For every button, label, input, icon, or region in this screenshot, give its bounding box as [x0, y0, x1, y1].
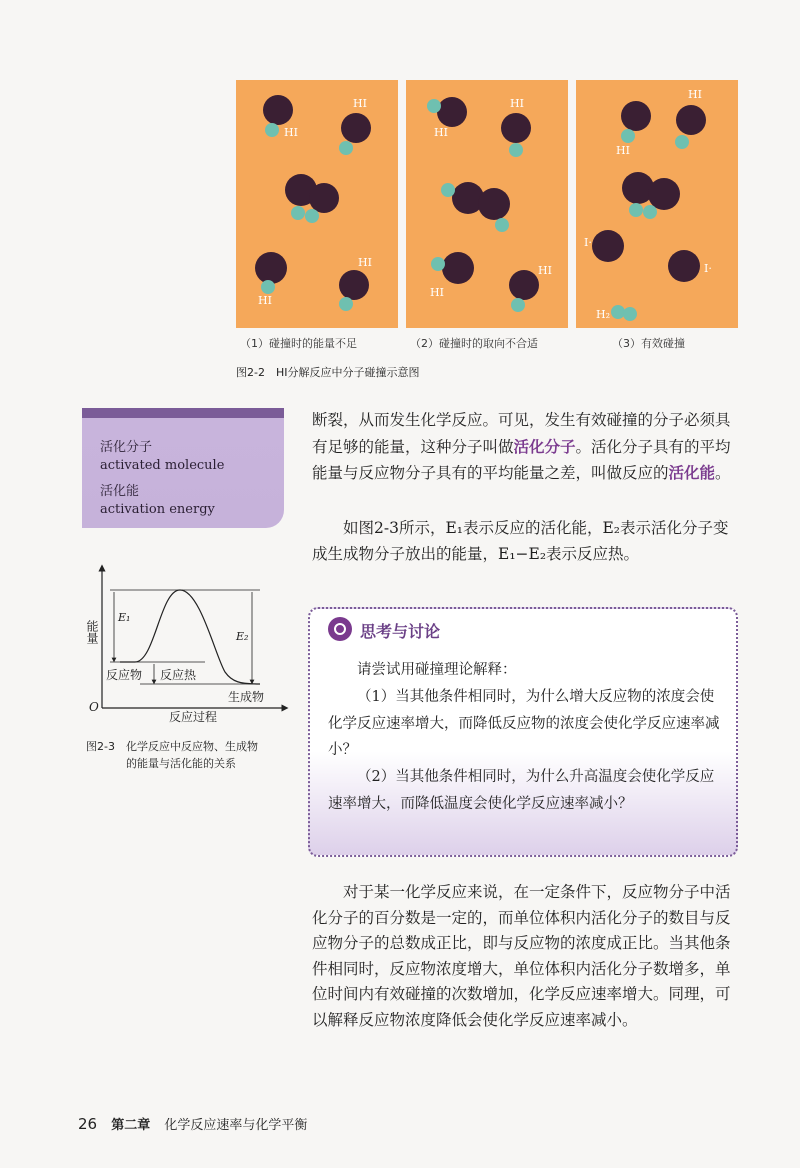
molecule-illustration-1	[236, 80, 398, 328]
heat-label: 反应热	[160, 668, 197, 682]
glossary-term-en: activated molecule	[100, 458, 225, 473]
molecule-label: HI	[688, 88, 702, 101]
molecule-label: I·	[704, 262, 712, 275]
product-label: 生成物	[228, 690, 265, 704]
paragraph-text: 。活化分子具有的平均能量与反应物分子具有的平均能量之差，叫做反应的	[312, 437, 731, 483]
glossary-term-zh: 活化分子	[100, 440, 153, 455]
molecule-label: HI	[616, 144, 630, 157]
think-intro: 请尝试用碰撞理论解释：	[357, 662, 517, 678]
glossary-box	[82, 408, 284, 528]
origin-label: O	[89, 700, 99, 714]
y-axis-label: 能量	[85, 620, 99, 644]
paragraph-text: 断裂，从而发生化学反应。可见，发生有效碰撞的分子必须具有足够的能量，这种分子叫做	[312, 411, 731, 456]
molecule-label: HI	[538, 264, 552, 277]
molecule-label: HI	[434, 126, 448, 139]
molecule-label: HI	[358, 256, 372, 269]
key-term: 活化分子	[513, 436, 576, 456]
figure-2-2-panel-3	[576, 80, 738, 328]
paragraph-2	[312, 516, 742, 567]
reactant-label: 反应物	[106, 668, 143, 682]
paragraph-text: 对于某一化学反应来说，在一定条件下，反应物分子中活化分子的百分数是一定的，而单位体积内活化分子的数目与反应物分子的总数成正比，即与反应物的浓度成正比。当其他条件相同时，反应物浓度增大，单位体积内活化分子数增多，单位时间内有效碰撞的次数增加，化学反应速率增大。同理，可以解释反应物浓度降低会使化学反应速率减小。	[312, 883, 731, 1029]
molecule-label: HI	[353, 97, 367, 110]
figure-2-2-panel-1	[236, 80, 398, 328]
think-discuss-box	[308, 607, 738, 857]
paragraph-text: 如图2-3所示，E₁表示反应的活化能，E₂表示活化分子变成生成物分子放出的能量，E₁−E₂表示反应热。	[312, 519, 729, 563]
molecule-label: HI	[510, 97, 524, 110]
panel-2-caption: （2）碰撞时的取向不合适	[410, 337, 538, 350]
think-question-2: （2）当其他条件相同时，为什么升高温度会使化学反应速率增大，而降低温度会使化学反应速率减小？	[328, 769, 715, 812]
x-axis-label: 反应过程	[169, 710, 218, 724]
think-question-1: （1）当其他条件相同时，为什么增大反应物的浓度会使化学反应速率增大，而降低反应物的浓度会使化学反应速率减小？	[328, 689, 720, 758]
panel-3-caption: （3）有效碰撞	[612, 337, 685, 350]
glossary-term-zh: 活化能	[100, 484, 140, 499]
figure-2-2-caption: 图2-2 HI分解反应中分子碰撞示意图	[236, 366, 420, 379]
think-discuss-title: 思考与讨论	[360, 622, 441, 641]
chapter-title: 化学反应速率与化学平衡	[164, 1118, 308, 1133]
molecule-label: HI	[284, 126, 298, 139]
paragraph-1	[312, 408, 742, 487]
figure-2-2-panel-2	[406, 80, 568, 328]
figure-2-3-caption-line-1: 图2-3 化学反应中反应物、生成物	[86, 740, 258, 753]
e1-label: E₁	[118, 611, 131, 624]
key-term: 活化能	[668, 463, 716, 483]
molecule-label: H₂	[596, 308, 611, 321]
page-number: 26	[78, 1115, 98, 1133]
molecule-illustration-3	[576, 80, 738, 328]
panel-1-caption: （1）碰撞时的能量不足	[240, 337, 357, 350]
molecule-label: I·	[584, 236, 592, 249]
paragraph-3	[312, 880, 742, 1034]
figure-2-3-caption-line-2: 的能量与活化能的关系	[126, 757, 236, 770]
discussion-icon	[328, 617, 352, 641]
paragraph-text: 。	[715, 464, 731, 483]
page-footer	[78, 1114, 307, 1133]
e2-label: E₂	[236, 630, 249, 643]
chapter-number: 第二章	[111, 1118, 151, 1133]
molecule-label: HI	[258, 294, 272, 307]
molecule-label: HI	[430, 286, 444, 299]
glossary-term-en: activation energy	[100, 502, 215, 517]
